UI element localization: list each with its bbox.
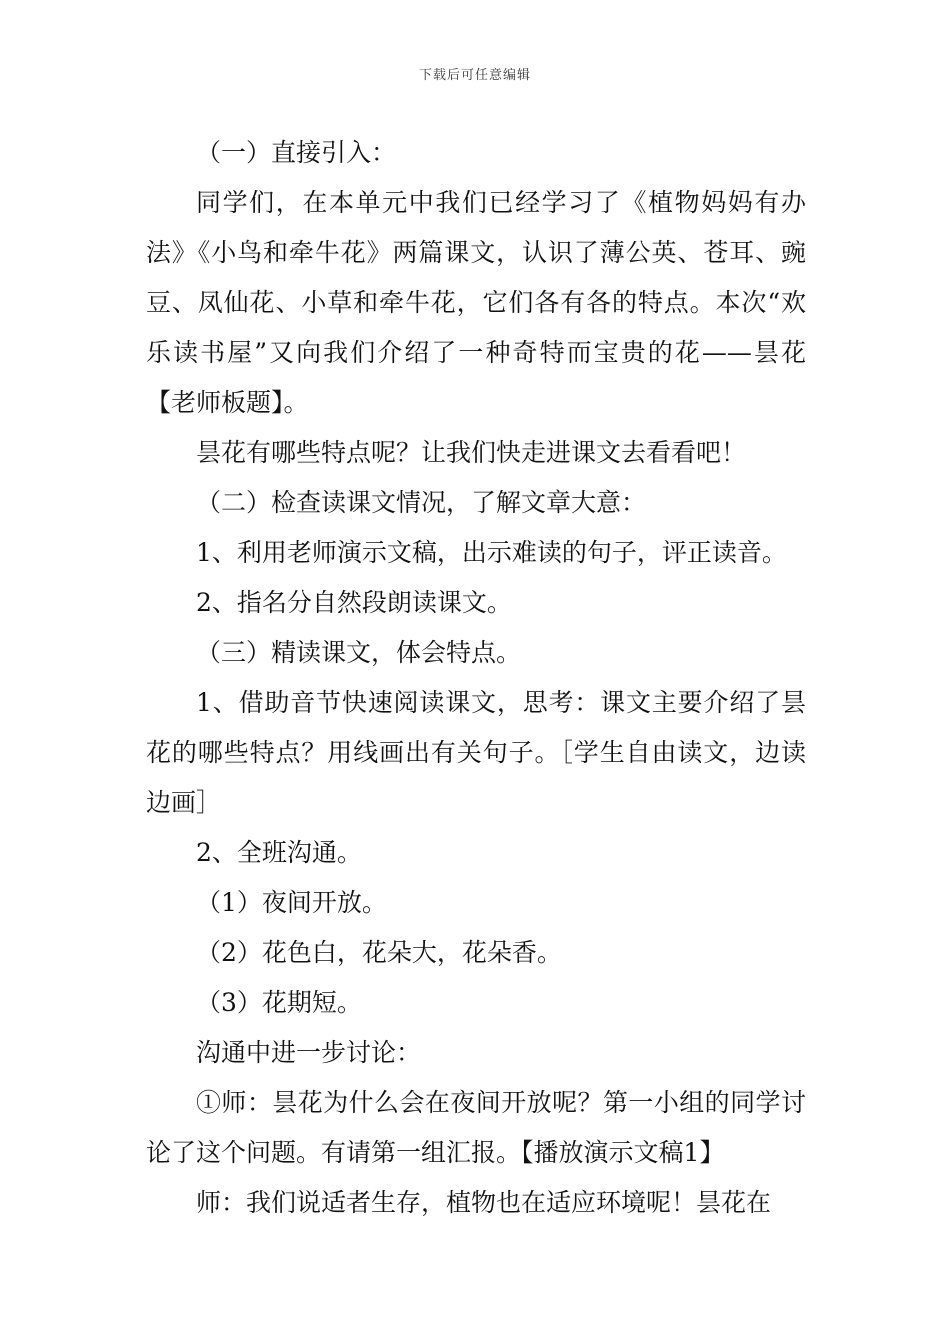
paragraph-intro: 同学们，在本单元中我们已经学习了《植物妈妈有办法》《小鸟和牵牛花》两篇课文，认识了薄公英、苍耳、豌豆、凤仙花、小草和牵牛花，它们各有各的特点。本次“欢乐读书屋”又向我们介绍了一种奇特而宝贵的花——昙花【老师板题】。 [146,188,806,417]
sub-item-3: （3）花期短。 [196,988,362,1017]
page-header-note: 下载后可任意编辑 [418,68,531,83]
teacher-remark: 师：我们说适者生存，植物也在适应环境呢！昙花在 [196,1188,772,1217]
sub-item-2: （2）花色白，花朵大，花朵香。 [196,938,562,967]
list-item-3: 1、借助音节快速阅读课文，思考：课文主要介绍了昙花的哪些特点？用线画出有关句子。［学生自由读文，边读边画］ [146,688,806,817]
discussion-item-1: ①师：昙花为什么会在夜间开放呢？第一小组的同学讨论了这个问题。有请第一组汇报。【播放演示文稿1】 [146,1088,806,1167]
document-body [146,128,806,1228]
list-item-2: 2、指名分自然段朗读课文。 [196,588,512,617]
section-heading-2: （二）检查读课文情况，了解文章大意： [196,488,647,517]
list-item-1: 1、利用老师演示文稿，出示难读的句子，评正读音。 [196,538,787,567]
section-heading-3: （三）精读课文，体会特点。 [196,638,522,667]
sub-item-1: （1）夜间开放。 [196,888,387,917]
discussion-heading: 沟通中进一步讨论： [196,1038,422,1067]
paragraph-question: 昙花有哪些特点呢？让我们快走进课文去看看吧！ [196,438,747,467]
list-item-4: 2、全班沟通。 [196,838,362,867]
section-heading-1: （一）直接引入： [196,138,397,167]
